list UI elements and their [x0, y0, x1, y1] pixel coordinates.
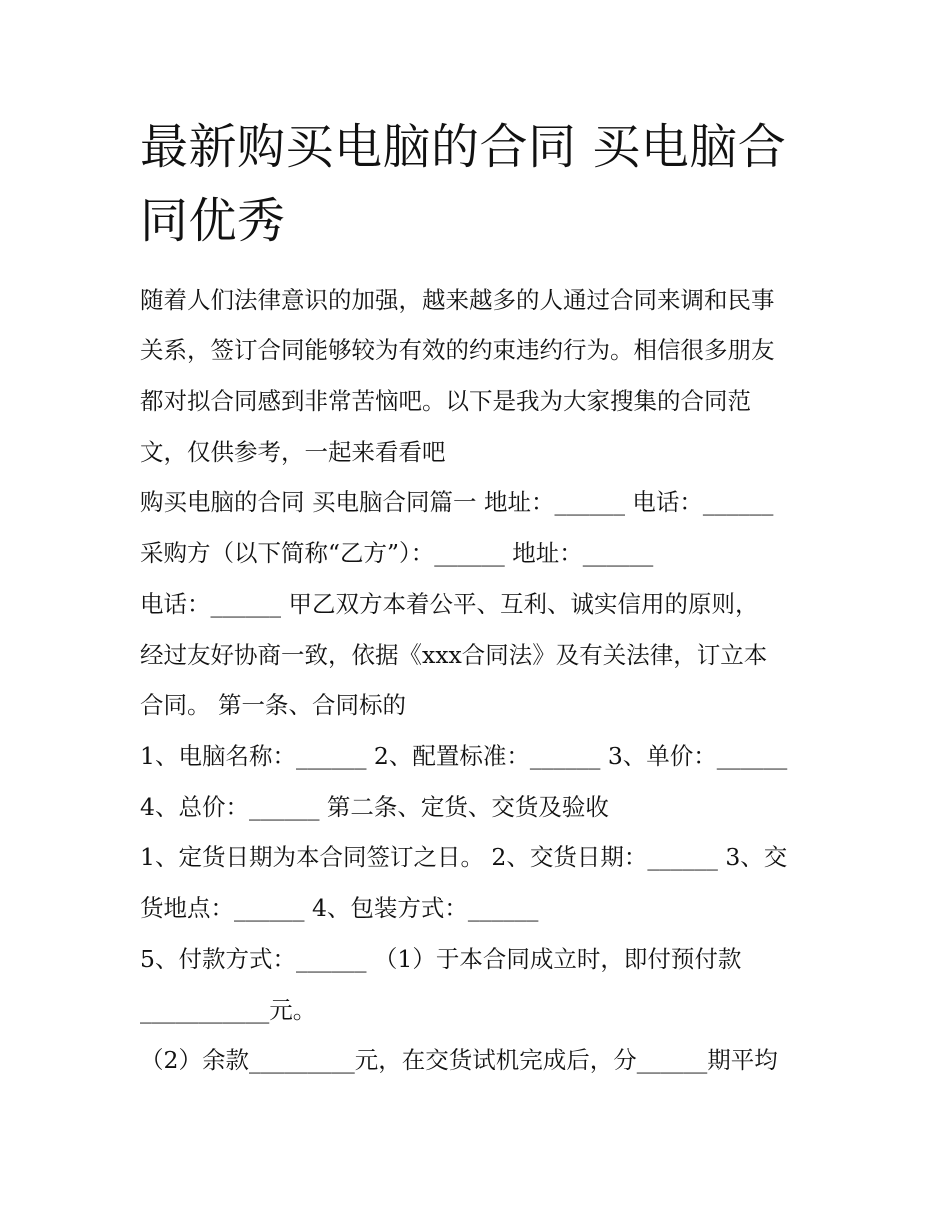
contract-line-3: 电话：______ 甲乙双方本着公平、互利、诚实信用的原则， — [140, 590, 759, 618]
contract-line-5: 合同。 第一条、合同标的 — [140, 691, 406, 719]
contract-line-1: 购买电脑的合同 买电脑合同篇一 地址：______ 电话：______ — [140, 488, 774, 516]
intro-line-3: 都对拟合同感到非常苦恼吧。以下是我为大家搜集的合同范 — [140, 387, 751, 415]
document-title — [140, 110, 820, 258]
contract-line-2: 采购方（以下简称“乙方”）：______ 地址：______ — [140, 539, 654, 567]
contract-line-9: 货地点：______ 4、包装方式：______ — [140, 894, 539, 922]
contract-line-12: （2）余款_________元，在交货试机完成后，分______期平均 — [140, 1046, 778, 1074]
contract-line-4: 经过友好协商一致，依据《xxx合同法》及有关法律，订立本 — [140, 641, 768, 669]
intro-line-2: 关系，签订合同能够较为有效的约束违约行为。相信很多朋友 — [140, 336, 775, 364]
intro-line-4: 文，仅供参考，一起来看看吧 — [140, 438, 446, 466]
contract-line-8: 1、定货日期为本合同签订之日。 2、交货日期：______ 3、交 — [140, 843, 788, 871]
contract-line-6: 1、电脑名称：______ 2、配置标准：______ 3、单价：______ — [140, 742, 788, 770]
contract-line-11: ___________元。 — [140, 996, 317, 1024]
contract-line-10: 5、付款方式：______ （1）于本合同成立时，即付预付款 — [140, 945, 742, 973]
title-line-1: 最新购买电脑的合同 买电脑合 — [140, 119, 787, 175]
contract-line-7: 4、总价：______ 第二条、定货、交货及验收 — [140, 793, 609, 821]
title-line-2: 同优秀 — [140, 193, 286, 249]
intro-line-1: 随着人们法律意识的加强，越来越多的人通过合同来调和民事 — [140, 286, 775, 314]
